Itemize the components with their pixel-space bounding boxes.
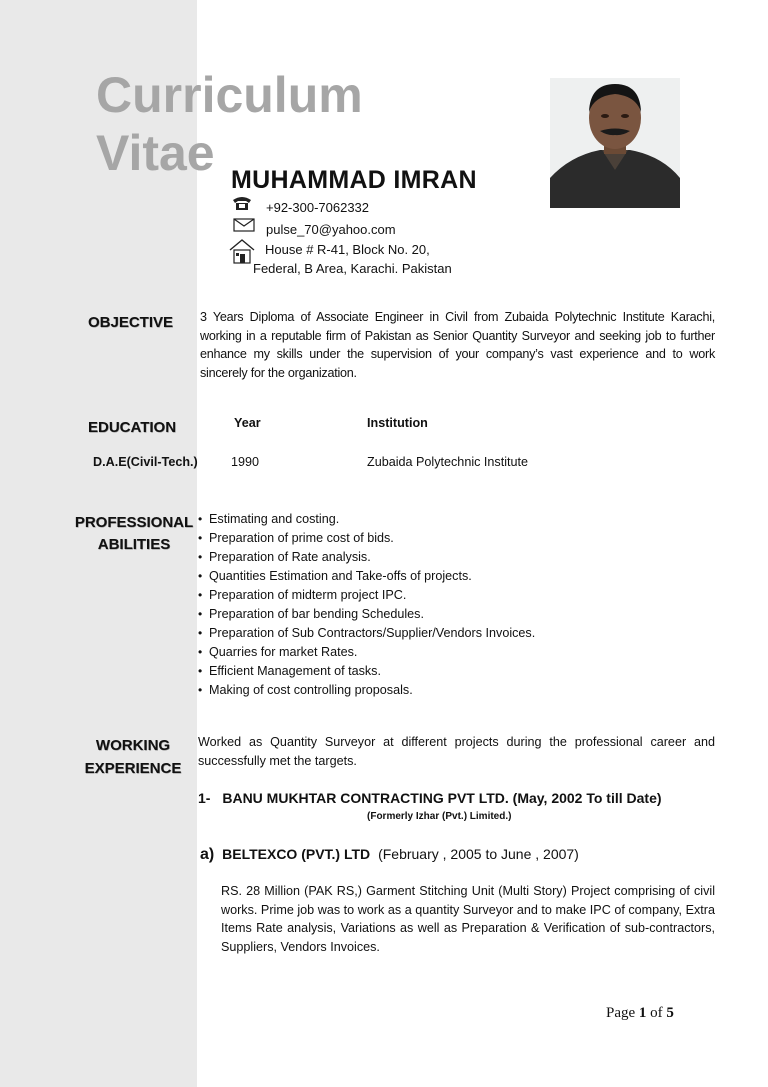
education-col-institution: Institution bbox=[367, 416, 428, 430]
education-institution: Zubaida Polytechnic Institute bbox=[367, 455, 529, 469]
ability-item: • Quarries for market Rates. bbox=[198, 643, 535, 662]
project-description: RS. 28 Million (PAK RS,) Garment Stitching Unit (Multi Story) Project comprising of civil works. Prime job was to work as a quantity Surveyor and to make IPC of company, Extra Items Rate analysis, Variations as well as Preparation & Verification of sub-contractors, Suppliers, Vendors Invoices. bbox=[221, 884, 715, 954]
ability-item: • Estimating and costing. bbox=[198, 510, 535, 529]
experience-label bbox=[83, 734, 183, 780]
education-year: 1990 bbox=[231, 455, 260, 469]
candidate-name: MUHAMMAD IMRAN bbox=[231, 166, 477, 194]
ability-item: • Quantities Estimation and Take-offs of projects. bbox=[198, 567, 535, 586]
company-name: BANU MUKHTAR CONTRACTING PVT LTD. (May, 2002 To till Date) bbox=[222, 790, 662, 806]
abilities-label bbox=[74, 512, 194, 556]
email-address: pulse_70@yahoo.com bbox=[266, 222, 396, 237]
page-word: Page bbox=[606, 1005, 636, 1021]
email-icon bbox=[233, 218, 255, 232]
cv-title bbox=[96, 66, 363, 182]
ability-item: • Making of cost controlling proposals. bbox=[198, 681, 535, 700]
project-letter: a) bbox=[200, 846, 215, 863]
ability-item: • Preparation of Sub Contractors/Supplier/Vendors Invoices. bbox=[198, 624, 535, 643]
abilities-list bbox=[198, 510, 535, 700]
home-icon bbox=[228, 238, 256, 264]
page-total: 5 bbox=[666, 1005, 674, 1021]
phone-number: +92-300-7062332 bbox=[266, 200, 370, 215]
cv-title-line2: Vitae bbox=[96, 125, 215, 181]
objective-label: OBJECTIVE bbox=[88, 314, 174, 331]
page-of: of bbox=[650, 1005, 663, 1021]
ability-item: • Preparation of prime cost of bids. bbox=[198, 529, 535, 548]
experience-label-line2: EXPERIENCE bbox=[84, 760, 182, 777]
abilities-label-line1: PROFESSIONAL bbox=[74, 514, 194, 531]
education-col-year: Year bbox=[234, 416, 261, 430]
abilities-label-line2: ABILITIES bbox=[97, 536, 171, 553]
ability-item: • Preparation of bar bending Schedules. bbox=[198, 605, 535, 624]
page-current: 1 bbox=[638, 1005, 647, 1021]
profile-photo bbox=[550, 78, 680, 208]
education-label: EDUCATION bbox=[88, 419, 177, 436]
cv-title-line1: Curriculum bbox=[96, 67, 363, 123]
page-number bbox=[606, 1005, 674, 1022]
experience-intro: Worked as Quantity Surveyor at different projects during the professional career and successfully met the targets. bbox=[198, 735, 715, 768]
address-line2: Federal, B Area, Karachi. Pakistan bbox=[253, 261, 452, 276]
project-name: BELTEXCO (PVT.) LTD bbox=[222, 846, 371, 862]
address-line1: House # R-41, Block No. 20, bbox=[265, 242, 430, 257]
phone-icon bbox=[231, 195, 253, 211]
company-heading bbox=[198, 790, 662, 806]
project-heading bbox=[200, 846, 579, 864]
ability-item: • Efficient Management of tasks. bbox=[198, 662, 535, 681]
experience-label-line1: WORKING bbox=[95, 737, 171, 754]
ability-item: • Preparation of midterm project IPC. bbox=[198, 586, 535, 605]
company-former-name: (Formerly Izhar (Pvt.) Limited.) bbox=[367, 811, 512, 822]
objective-text: 3 Years Diploma of Associate Engineer in Civil from Zubaida Polytechnic Institute Karachi, working in a reputable firm of Pakistan as Senior Quantity Surveyor and seeking job to further enhance my skills under the supervision of your company’s vast experience and to work sincerely for the organization. bbox=[200, 310, 715, 380]
ability-item: • Preparation of Rate analysis. bbox=[198, 548, 535, 567]
project-period: (February , 2005 to June , 2007) bbox=[378, 846, 579, 862]
company-number: 1- bbox=[198, 790, 211, 806]
education-degree: D.A.E(Civil-Tech.) bbox=[93, 455, 198, 469]
